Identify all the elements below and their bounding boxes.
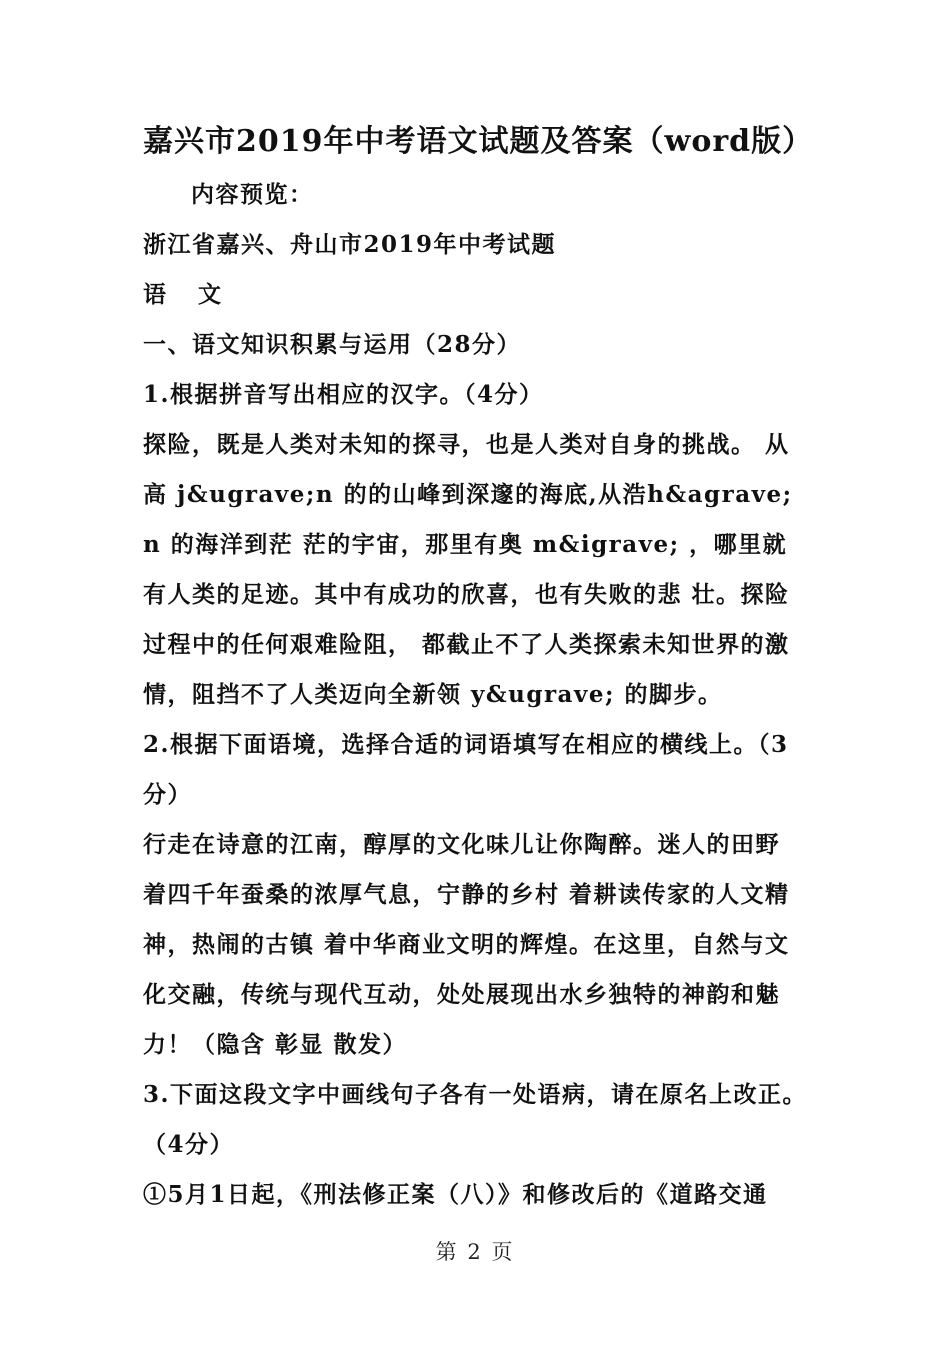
document-title: 嘉兴市2019年中考语文试题及答案（word版） <box>143 124 814 159</box>
subject-heading: 语 文 <box>143 281 234 308</box>
preview-label: 内容预览： <box>191 181 314 208</box>
question-3-header: 3.下面这段文字中画线句子各有一处语病，请在原名上改正。（4分） <box>143 1081 808 1158</box>
question-2-text: 行走在诗意的江南，醇厚的文化味儿让你陶醉。迷人的田野 着四千年蚕桑的浓厚气息，宁静的乡村 着耕读传家的人文精神，热闹的古镇 着中华商业文明的辉煌。在这里，自然与文化交融，传统与现代互动，处处展现出水乡独特的神韵和魅力！（隐含 彰显 散发） <box>143 831 790 1058</box>
page-number: 第 2 页 <box>435 1240 515 1264</box>
section-heading: 一、语文知识积累与运用（28分） <box>143 331 522 358</box>
question-1-text: 探险，既是人类对未知的探寻，也是人类对自身的挑战。 从高 j&ugrave;n 的的山峰到深邃的海底,从浩h&agrave;n 的海洋到茫 茫的宇宙，那里有奥 m&igrave; ，哪里就有人类的足迹。其中有成功的欣喜，也有失败的悲 壮。探险过程中的任何艰难险阻， 都截止不了人类探索未知世界的激情，阻挡不了人类迈向全新领 y&ugrave; 的脚步。 <box>143 431 793 708</box>
question-1-header: 1.根据拼音写出相应的汉字。（4分） <box>143 381 544 408</box>
document-body <box>143 170 808 1220</box>
question-2-header: 2.根据下面语境，选择合适的词语填写在相应的横线上。（3分） <box>143 731 789 808</box>
exam-title: 浙江省嘉兴、舟山市2019年中考试题 <box>143 231 557 258</box>
question-3-text: ①5月1日起，《刑法修正案（八）》和修改后的《道路交通 <box>143 1181 768 1208</box>
